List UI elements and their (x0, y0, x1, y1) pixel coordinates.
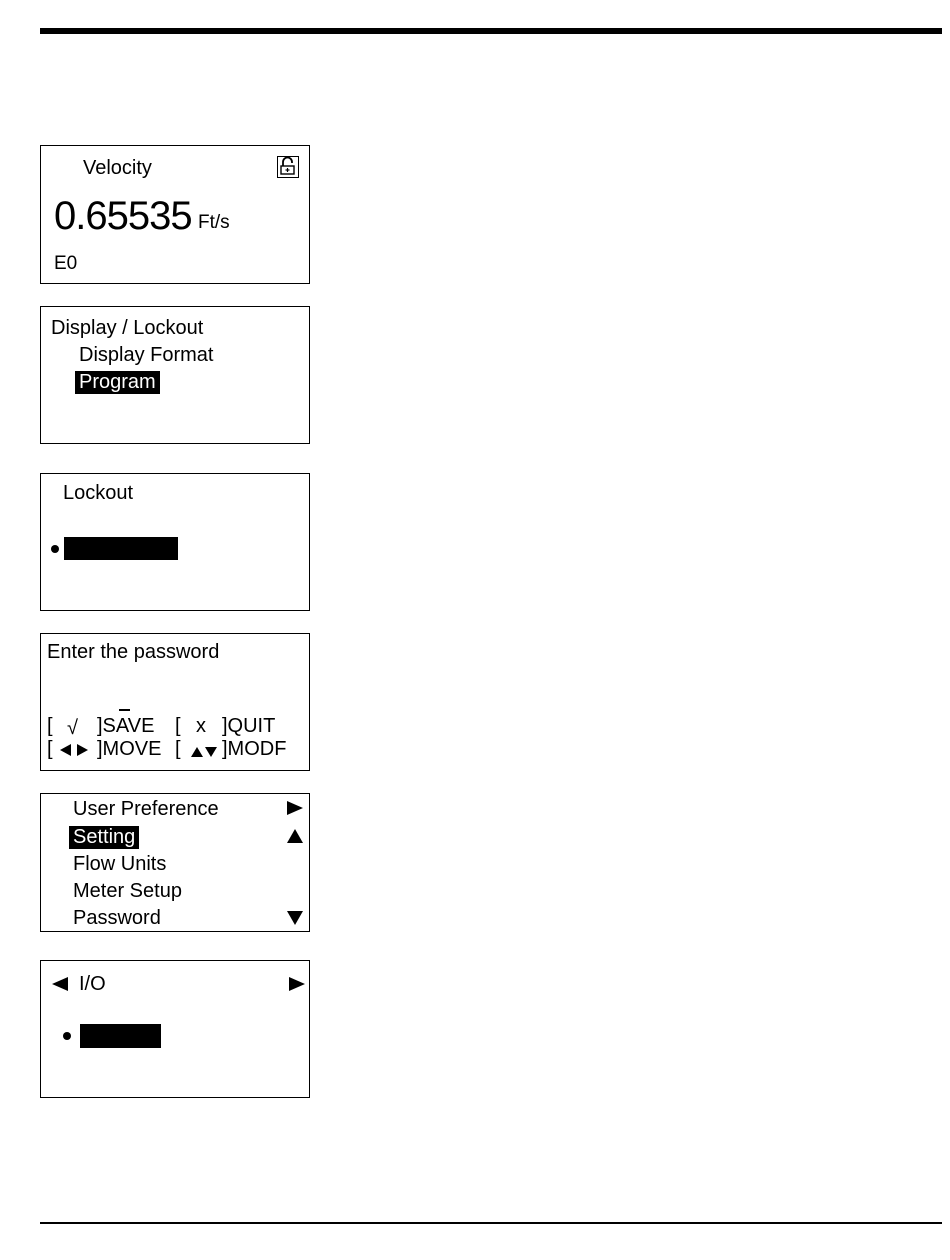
menu-title: Lockout (63, 482, 134, 504)
left-arrow-icon (51, 976, 69, 992)
prompt-text: Enter the password (47, 641, 220, 663)
menu-title: I/O (79, 973, 106, 995)
selected-value-field[interactable] (80, 1024, 161, 1048)
menu-item-display-format[interactable]: Display Format (79, 344, 214, 366)
right-arrow-icon (286, 800, 304, 816)
check-icon: √ (67, 717, 78, 739)
menu-title: Display / Lockout (51, 317, 204, 339)
menu-item-user-preference[interactable]: User Preference (73, 798, 219, 820)
quit-label[interactable]: ]QUIT (222, 715, 276, 737)
bullet-icon (51, 545, 59, 553)
display-lockout-screen (40, 306, 310, 444)
save-label[interactable]: ]SAVE (97, 715, 155, 737)
bracket-open: [ (47, 738, 53, 760)
bullet-icon (63, 1032, 71, 1040)
velocity-value: 0.65535 (54, 194, 192, 238)
bottom-rule (40, 1222, 942, 1224)
move-label[interactable]: ]MOVE (97, 738, 162, 760)
cursor-indicator (119, 709, 130, 711)
down-arrow-icon (286, 910, 304, 926)
up-arrow-icon (286, 828, 304, 844)
modf-label[interactable]: ]MODF (222, 738, 287, 760)
menu-item-meter-setup[interactable]: Meter Setup (73, 880, 182, 902)
menu-item-password[interactable]: Password (73, 907, 161, 929)
up-down-arrows-icon (189, 745, 221, 759)
password-entry-screen (40, 633, 310, 771)
menu-item-program[interactable]: Program (75, 371, 160, 394)
screen-label: Velocity (83, 157, 152, 179)
velocity-screen (40, 145, 310, 284)
io-screen (40, 960, 310, 1098)
main-menu-screen (40, 793, 310, 932)
selected-value-field[interactable] (64, 537, 178, 560)
bracket-open: [ (47, 715, 53, 737)
menu-item-setting[interactable]: Setting (69, 826, 139, 849)
velocity-unit: Ft/s (198, 212, 230, 233)
menu-item-flow-units[interactable]: Flow Units (73, 853, 167, 875)
top-rule (40, 28, 942, 34)
quit-icon: x (196, 715, 206, 737)
right-arrow-icon (288, 976, 306, 992)
left-right-arrows-icon (57, 742, 93, 758)
bracket-open: [ (175, 715, 181, 737)
error-code: E0 (54, 253, 78, 274)
bracket-open: [ (175, 738, 181, 760)
unlock-icon (277, 156, 299, 178)
lockout-screen (40, 473, 310, 611)
